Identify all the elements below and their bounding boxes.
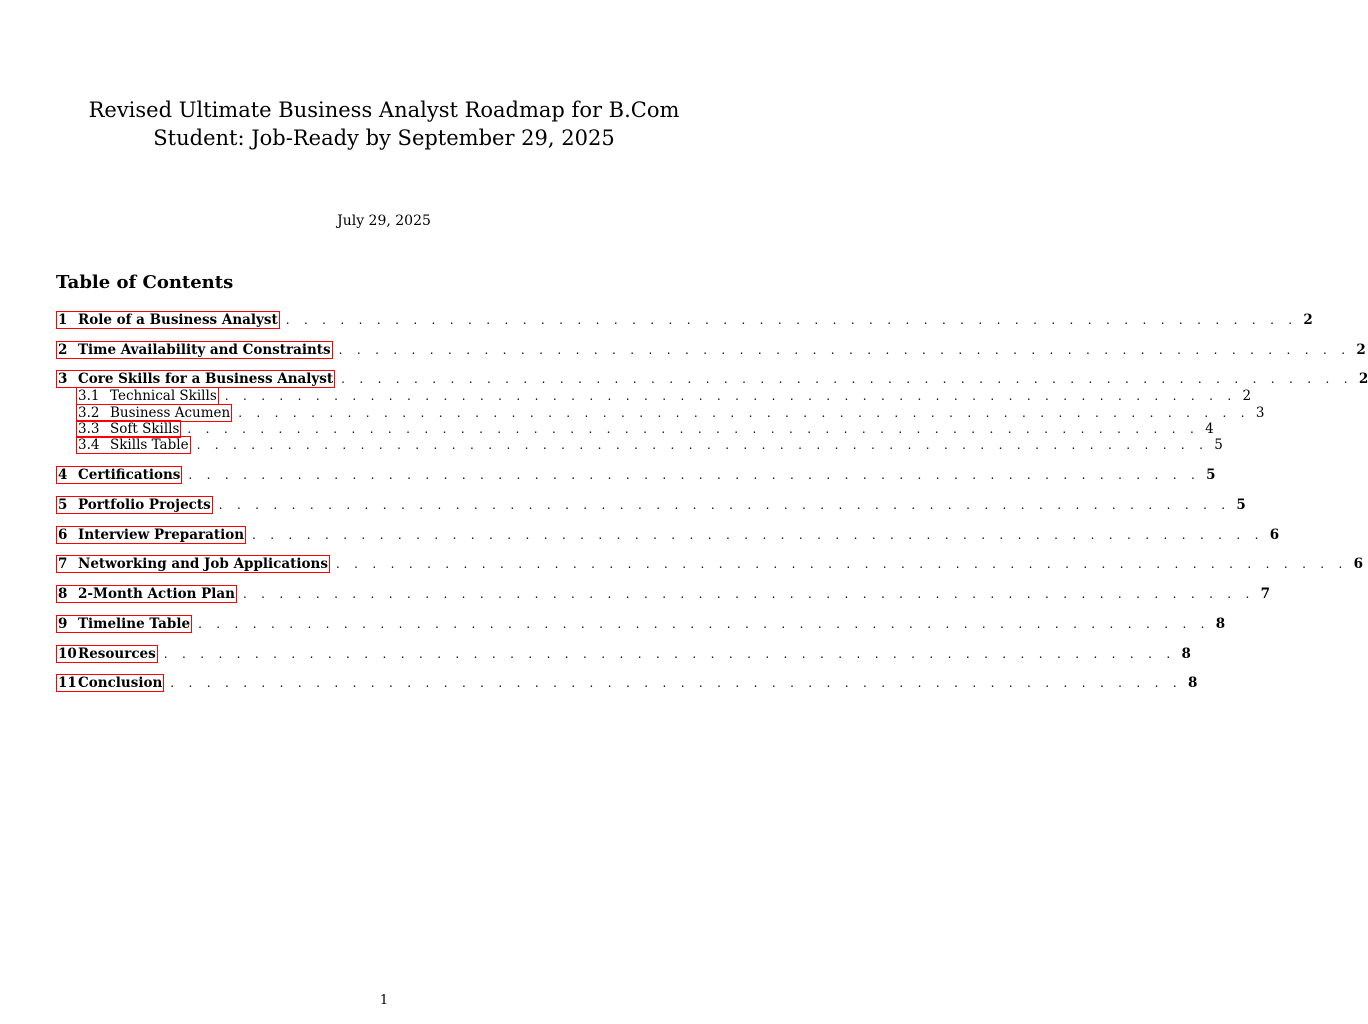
toc-number: 3.2 <box>78 405 100 421</box>
toc-number: 8 <box>58 586 68 602</box>
toc-number: 3.1 <box>78 388 100 404</box>
toc-leader-dots: . . . . . . . . . . . . . . . . . . . . . . . . . . . . . . . . . . . . . . . . . . . . . . . . . . . . . . . . <box>198 617 1210 631</box>
toc-page-number: 8 <box>1181 646 1191 662</box>
toc-label: Networking and Job Applications <box>78 556 328 572</box>
toc-page-number: 2 <box>1358 371 1368 387</box>
toc-label: Role of a Business Analyst <box>78 312 278 328</box>
page-number: 1 <box>379 993 389 1008</box>
toc-entry-6 <box>56 526 1280 544</box>
toc-leader-dots: . . . . . . . . . . . . . . . . . . . . . . . . . . . . . . . . . . . . . . . . . . . . . . . . . . . . . . . . <box>196 438 1209 452</box>
toc-entry-10 <box>56 645 1191 663</box>
toc-link-certifications[interactable] <box>56 466 182 484</box>
toc-leader-dots: . . . . . . . . . . . . . . . . . . . . . . . . . . . . . . . . . . . . . . . . . . . . . . . . . . . . . . . . <box>341 372 1353 386</box>
toc-number: 3.3 <box>78 421 100 437</box>
toc-number: 2 <box>58 342 68 358</box>
document-title <box>60 96 708 152</box>
toc-link-time-availability[interactable] <box>56 341 333 359</box>
toc-page-number: 2 <box>1242 388 1252 404</box>
toc-leader-dots: . . . . . . . . . . . . . . . . . . . . . . . . . . . . . . . . . . . . . . . . . . . . . . . . . . . . . . . . <box>170 676 1182 690</box>
toc-entry-11 <box>56 674 1198 692</box>
toc-page-number: 2 <box>1303 312 1313 328</box>
toc-label: Technical Skills <box>110 388 217 404</box>
toc-leader-dots: . . . . . . . . . . . . . . . . . . . . . . . . . . . . . . . . . . . . . . . . . . . . . . . . . . . . . . . . <box>242 587 1255 601</box>
toc-number: 1 <box>58 312 68 328</box>
toc-link-resources[interactable] <box>56 645 158 663</box>
toc-page-number: 5 <box>1236 497 1246 513</box>
toc-link-skills-table[interactable] <box>76 436 191 454</box>
toc-link-conclusion[interactable] <box>56 674 164 692</box>
toc-number: 7 <box>58 556 68 572</box>
toc-number: 10 <box>58 646 77 662</box>
toc-label: Resources <box>78 646 156 662</box>
toc-page-number: 7 <box>1260 586 1271 602</box>
toc-label: Business Acumen <box>110 405 231 421</box>
toc-label: Interview Preparation <box>78 527 245 543</box>
toc-leader-dots: . . . . . . . . . . . . . . . . . . . . . . . . . . . . . . . . . . . . . . . . . . . . . . . . . . . . . . . . <box>238 406 1250 420</box>
toc-label: 2-Month Action Plan <box>78 586 235 602</box>
toc-link-core-skills[interactable] <box>56 370 335 388</box>
toc-label: Portfolio Projects <box>78 497 211 513</box>
toc-link-interview-preparation[interactable] <box>56 526 246 544</box>
toc-number: 5 <box>58 497 68 513</box>
toc-label: Soft Skills <box>110 421 180 437</box>
toc-leader-dots: . . . . . . . . . . . . . . . . . . . . . . . . . . . . . . . . . . . . . . . . . . . . . . . . . . . . . . . . <box>252 528 1264 542</box>
toc-leader-dots: . . . . . . . . . . . . . . . . . . . . . . . . . . . . . . . . . . . . . . . . . . . . . . . . . . . . . . . . <box>338 343 1351 357</box>
toc-label: Conclusion <box>78 675 163 691</box>
toc-leader-dots: . . . . . . . . . . . . . . . . . . . . . . . . . . . . . . . . . . . . . . . . . . . . . . . . . . . . . . . . <box>188 468 1201 482</box>
toc-number: 11 <box>58 675 77 691</box>
toc-leader-dots: . . . . . . . . . . . . . . . . . . . . . . . . . . . . . . . . . . . . . . . . . . . . . . . . . . . . . . . . <box>285 313 1298 327</box>
toc-entry-8 <box>56 585 1271 603</box>
toc-leader-dots: . . . . . . . . . . . . . . . . . . . . . . . . . . . . . . . . . . . . . . . . . . . . . . . . . . . . . . . . <box>224 389 1237 403</box>
toc-leader-dots: . . . . . . . . . . . . . . . . . . . . . . . . . . . . . . . . . . . . . . . . . . . . . . . . . . . . . . . . <box>163 647 1176 661</box>
toc-label: Time Availability and Constraints <box>78 342 331 358</box>
toc-link-portfolio-projects[interactable] <box>56 496 213 514</box>
toc-page-number: 8 <box>1187 675 1198 691</box>
toc-heading: Table of Contents <box>56 272 234 293</box>
toc-entry-3-1 <box>76 387 1252 405</box>
toc-link-role-of-business-analyst[interactable] <box>56 311 280 329</box>
toc-leader-dots: . . . . . . . . . . . . . . . . . . . . . . . . . . . . . . . . . . . . . . . . . . . . . . . . . . . . . . . . <box>187 422 1200 436</box>
toc-entry-3 <box>56 370 1368 388</box>
toc-page-number: 6 <box>1353 556 1364 572</box>
toc-link-networking[interactable] <box>56 555 330 573</box>
toc-page-number: 6 <box>1269 527 1280 543</box>
toc-entry-3-4 <box>76 436 1223 454</box>
document-date: July 29, 2025 <box>337 213 431 229</box>
toc-number: 9 <box>58 616 68 632</box>
toc-page-number: 2 <box>1356 342 1366 358</box>
toc-page-number: 4 <box>1205 421 1214 437</box>
toc-label: Certifications <box>78 467 181 483</box>
toc-leader-dots: . . . . . . . . . . . . . . . . . . . . . . . . . . . . . . . . . . . . . . . . . . . . . . . . . . . . . . . . <box>335 557 1348 571</box>
toc-entry-2 <box>56 341 1366 359</box>
toc-link-timeline-table[interactable] <box>56 615 192 633</box>
toc-page-number: 5 <box>1206 467 1216 483</box>
toc-entry-7 <box>56 555 1364 573</box>
toc-number: 3.4 <box>78 437 100 453</box>
toc-link-action-plan[interactable] <box>56 585 237 603</box>
toc-label: Timeline Table <box>78 616 191 632</box>
toc-number: 6 <box>58 527 68 543</box>
toc-entry-4 <box>56 466 1216 484</box>
toc-page-number: 5 <box>1214 437 1223 453</box>
title-line-2: Student: Job-Ready by September 29, 2025 <box>153 126 615 150</box>
toc-page-number: 8 <box>1215 616 1226 632</box>
toc-label: Skills Table <box>110 437 189 453</box>
toc-leader-dots: . . . . . . . . . . . . . . . . . . . . . . . . . . . . . . . . . . . . . . . . . . . . . . . . . . . . . . . . <box>218 498 1231 512</box>
toc-page-number: 3 <box>1255 405 1265 421</box>
toc-number: 4 <box>58 467 68 483</box>
title-line-1: Revised Ultimate Business Analyst Roadmap for B.Com <box>88 98 680 122</box>
toc-entry-1 <box>56 311 1313 329</box>
toc-number: 3 <box>58 371 68 387</box>
toc-entry-5 <box>56 496 1246 514</box>
toc-label: Core Skills for a Business Analyst <box>78 371 334 387</box>
toc-entry-9 <box>56 615 1226 633</box>
toc-link-technical-skills[interactable] <box>76 387 219 405</box>
